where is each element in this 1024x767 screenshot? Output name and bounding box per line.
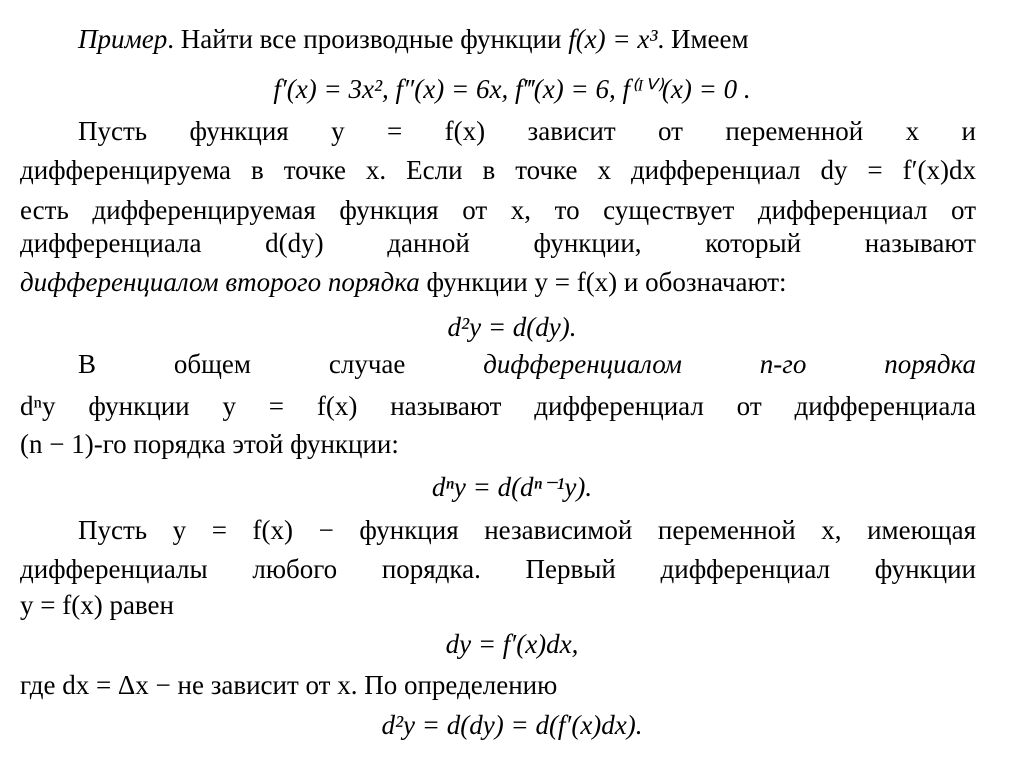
paragraph-2-line-3: (n − 1)-го порядка этой функции: bbox=[20, 429, 399, 459]
paragraph-3-line-2: дифференциалы любого порядка. Первый дифференциал функции bbox=[20, 554, 976, 584]
paragraph-3-line-1: Пусть y = f(x) − функция независимой переменной x, имеющая bbox=[78, 515, 976, 545]
example-math: f(x) = x³ bbox=[568, 24, 658, 54]
paragraph-1-line-4: дифференциала d(dy) данной функции, который называют bbox=[20, 228, 976, 258]
example-text: Найти все производные функции bbox=[180, 24, 562, 54]
paragraph-2-line-1 bbox=[78, 347, 976, 381]
paragraph-2-line-2: dⁿy функции y = f(x) называют дифференциал от дифференциала bbox=[20, 391, 976, 421]
paragraph-1-line-3: есть дифференцируемая функция от x, то существует дифференциал от bbox=[20, 195, 976, 225]
paragraph-4-line-1: где dx = Δx − не зависит от x. По определению bbox=[20, 670, 558, 700]
example-label: Пример bbox=[78, 24, 168, 54]
formula-nth-differential: dⁿy = d(dⁿ⁻¹y). bbox=[431, 472, 593, 502]
paragraph-2-line-1-start: В общем случае bbox=[78, 349, 406, 379]
example-line: Пример. Найти все производные функции f(x) = x³. Имеем bbox=[78, 24, 749, 54]
formula-second-differential-expanded: d²y = d(dy) = d(f′(x)dx). bbox=[381, 710, 643, 740]
paragraph-1-line-2: дифференцируема в точке x. Если в точке x дифференциал dy = f′(x)dx bbox=[20, 155, 976, 185]
second-order-term: дифференциалом второго порядка bbox=[20, 267, 420, 297]
paragraph-1-line-5 bbox=[20, 265, 787, 299]
paragraph-1-line-5-rest: функции y = f(x) и обозначают: bbox=[426, 267, 787, 297]
example-end: . Имеем bbox=[657, 24, 749, 54]
nth-order-term: дифференциалом n-го порядка bbox=[483, 349, 976, 379]
paragraph-3-line-3: y = f(x) равен bbox=[20, 590, 174, 620]
paragraph-1-line-1: Пусть функция y = f(x) зависит от переменной x и bbox=[78, 116, 976, 146]
formula-second-differential: d²y = d(dy). bbox=[447, 312, 577, 342]
formula-first-differential: dy = f′(x)dx, bbox=[445, 629, 579, 659]
derivatives-formula: f′(x) = 3x², f″(x) = 6x, f‴(x) = 6, f⁽ᴵⱽ⁾(x) = 0 . bbox=[273, 74, 751, 104]
